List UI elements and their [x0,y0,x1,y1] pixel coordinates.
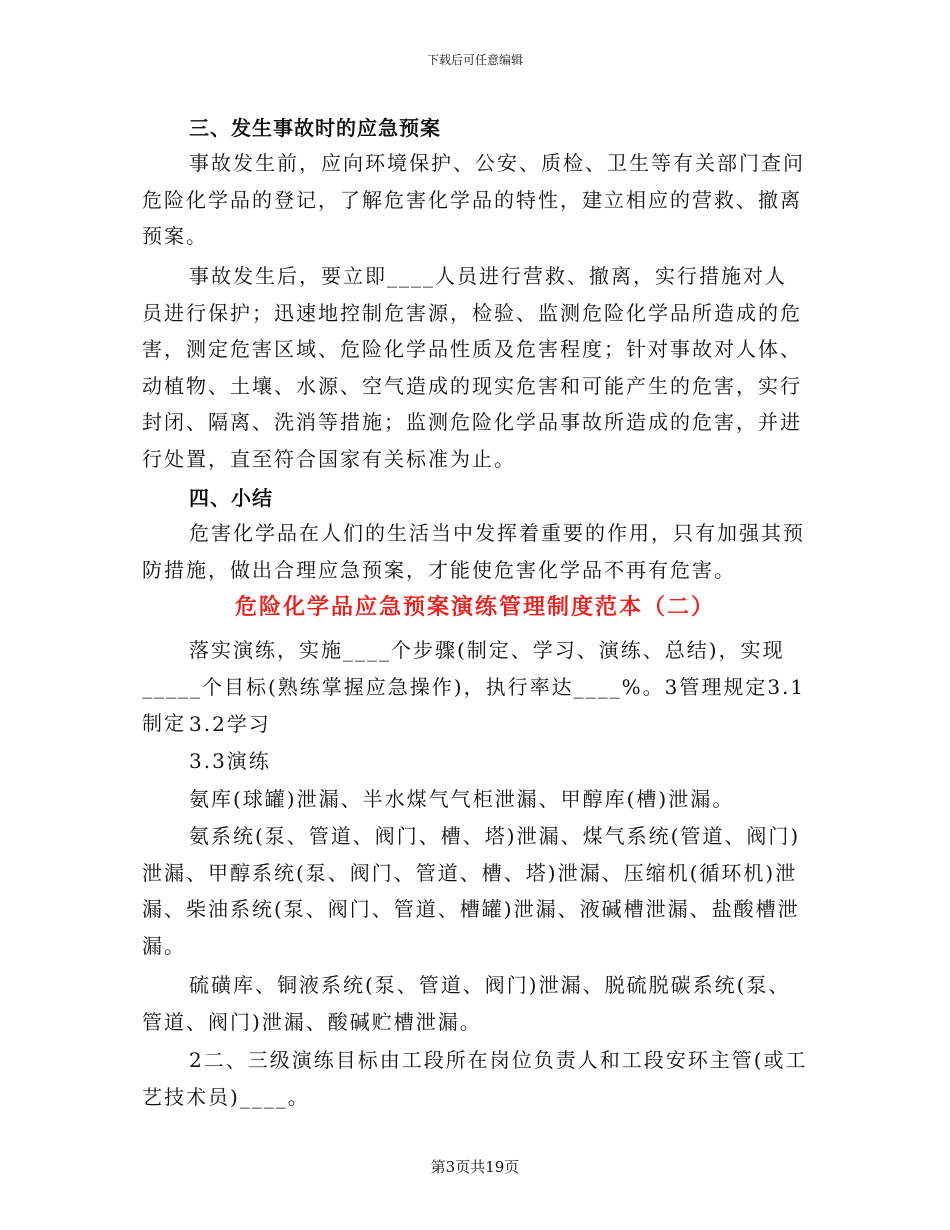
paragraph-storage-leaks: 氨库(球罐)泄漏、半水煤气气柜泄漏、甲醇库(槽)泄漏。 [189,787,735,811]
paragraph-level-targets: 2二、三级演练目标由工段所在岗位负责人和工段安环主管(或工艺技术员)____。 [142,1048,808,1109]
paragraph-system-leaks: 氨系统(泵、管道、阀门、槽、塔)泄漏、煤气系统(管道、阀门)泄漏、甲醇系统(泵、阀门、管道、槽、塔)泄漏、压缩机(循环机)泄漏、柴油系统(泵、阀门、管道、槽罐)泄漏、液碱槽泄漏、盐酸槽泄漏。 [142,824,801,958]
document-title: 危险化学品应急预案演练管理制度范本（二） [234,595,715,620]
paragraph-sulfur-copper-leaks: 硫磺库、铜液系统(泵、管道、阀门)泄漏、脱硫脱碳系统(泵、管道、阀门)泄漏、酸碱贮槽泄漏。 [142,973,791,1034]
paragraph-before-accident: 事故发生前，应向环境保护、公安、质检、卫生等有关部门查问危险化学品的登记，了解危害化学品的特性，建立相应的营救、撤离预案。 [142,151,805,248]
section-heading-summary: 四、小结 [189,486,273,510]
page-header: 下载后可任意编辑 [426,53,523,67]
list-item-learning: 3.2学习 [189,712,271,736]
paragraph-drill-steps: 落实演练，实施____个步骤(制定、学习、演练、总结)，实现_____个目标(熟练掌握应急操作)，执行率达____%。3管理规定3.1制定 [142,638,806,735]
section-heading-emergency-plan: 三、发生事故时的应急预案 [189,116,441,140]
paragraph-after-accident: 事故发生后，要立即____人员进行营救、撤离，实行措施对人员进行保护；迅速地控制危害源，检验、监测危险化学品所造成的危害，测定危害区域、危险化学品性质及危害程度；针对事故对人体、动植物、土壤、水源、空气造成的现实危害和可能产生的危害，实行封闭、隔离、洗消等措施；监测危险化学品事故所造成的危害，并进行处置，直至符合国家有关标准为止。 [142,264,802,471]
list-item-drill: 3.3演练 [189,749,271,773]
paragraph-summary: 危害化学品在人们的生活当中发挥着重要的作用，只有加强其预防措施，做出合理应急预案，才能使危害化学品不再有危害。 [142,521,805,582]
page-footer: 第3页共19页 [430,1158,520,1176]
